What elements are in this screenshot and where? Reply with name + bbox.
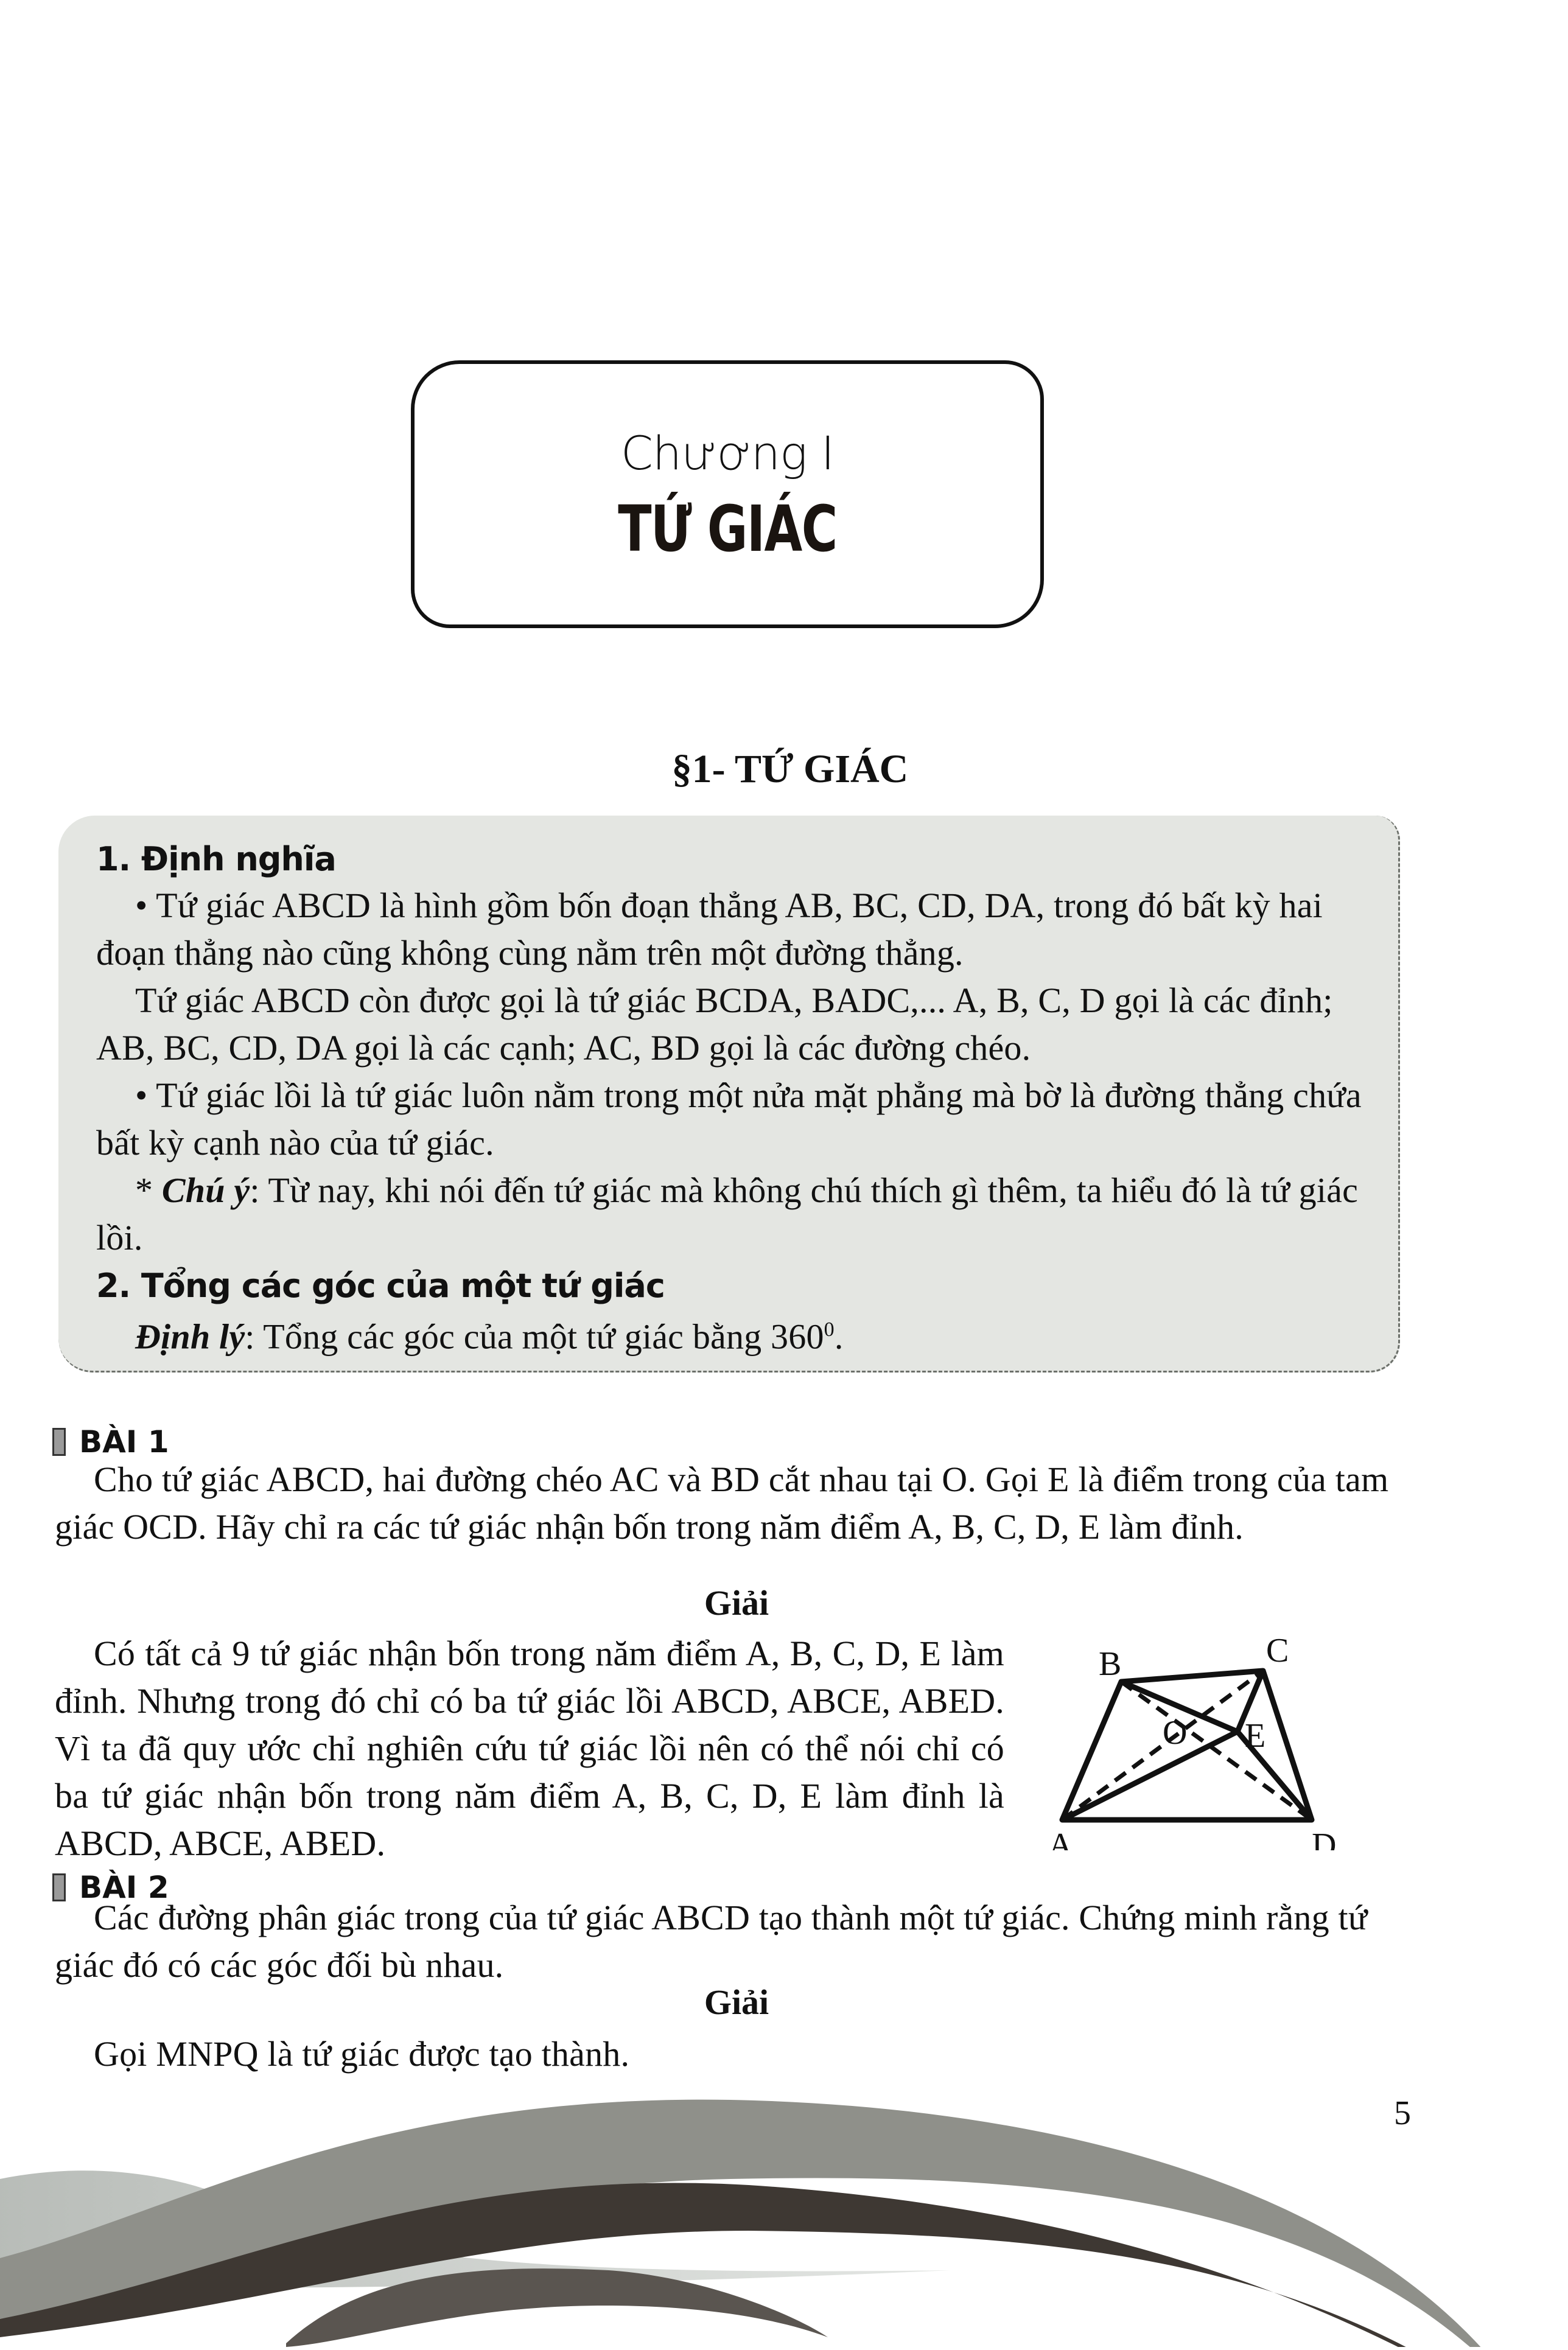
label-b: B — [1099, 1645, 1122, 1683]
bai1-heading — [52, 1424, 169, 1460]
quadrilateral-diagram-icon — [1035, 1619, 1412, 1850]
bai1-solution-text: Có tất cả 9 tứ giác nhận bốn trong năm điểm A, B, C, D, E làm đỉnh. Nhưng trong đó chỉ có ba tứ giác lồi ABCD, ABCE, ABED. Vì ta đã quy ước chỉ nghiên cứu tứ giác lồi nên có thể nói chỉ có ba tứ giác nhận bốn trong năm điểm A, B, C, D, E làm đỉnh là ABCD, ABCE, ABED. — [55, 1634, 1004, 1863]
label-c: C — [1266, 1632, 1289, 1670]
theorem-block — [96, 1306, 1374, 1360]
bai1-problem-text: Cho tứ giác ABCD, hai đường chéo AC và BD cắt nhau tại O. Gọi E là điểm trong của tam giác OCD. Hãy chỉ ra các tứ giác nhận bốn trong năm điểm A, B, C, D, E làm đỉnh. — [55, 1460, 1389, 1547]
bai2-solution-label: Giải — [704, 1982, 769, 2022]
bai2-problem-text: Các đường phân giác trong của tứ giác ABCD tạo thành một tứ giác. Chứng minh rằng tứ giác đó có các góc đối bù nhau. — [55, 1898, 1368, 1985]
label-d: D — [1312, 1827, 1337, 1850]
convex-definition: • Tứ giác lồi là tứ giác luôn nằm trong một nửa mặt phẳng mà bờ là đường thẳng chứa bất kỳ cạnh nào của tứ giác. — [96, 1075, 1362, 1163]
label-o: O — [1163, 1714, 1188, 1752]
swoosh-decoration-icon — [0, 2057, 1568, 2347]
bai1-solution — [55, 1630, 1004, 1867]
theory-content — [96, 840, 1374, 1360]
degree-sup: 0 — [824, 1318, 835, 1341]
theorem-end: . — [834, 1317, 844, 1357]
chapter-title: TỨ GIÁC — [618, 492, 837, 566]
bai1-problem — [55, 1456, 1403, 1551]
note-prefix: * — [135, 1170, 162, 1210]
bai2-heading-label: BÀI 2 — [79, 1870, 169, 1905]
bai1-solution-label: Giải — [704, 1583, 769, 1623]
definition-paragraph-1: • Tứ giác ABCD là hình gồm bốn đoạn thẳng AB, BC, CD, DA, trong đó bất kỳ hai đoạn thẳng nào cũng không cùng nằm trên một đường thẳng. — [96, 886, 1323, 973]
note-text: : Từ nay, khi nói đến tứ giác mà không chú thích gì thêm, ta hiểu đó là tứ giác lồi. — [96, 1170, 1359, 1257]
quadrilateral-figure — [1035, 1619, 1412, 1850]
page-number: 5 — [1394, 2094, 1411, 2132]
theorem-text: : Tổng các góc của một tứ giác bằng 360 — [245, 1317, 824, 1357]
footer-decoration — [0, 2057, 1568, 2347]
definition-text — [96, 882, 1374, 1262]
chapter-label: Chương I — [620, 426, 835, 480]
bai2-problem — [55, 1894, 1403, 1989]
theorem-label: Định lý — [135, 1317, 245, 1357]
angle-sum-heading: 2. Tổng các góc của một tứ giác — [96, 1267, 665, 1305]
note-label: Chú ý — [161, 1170, 250, 1210]
theorem-paragraph — [96, 1306, 1374, 1360]
label-a: A — [1048, 1827, 1073, 1850]
bai1-heading-label: BÀI 1 — [79, 1424, 169, 1460]
label-e: E — [1245, 1717, 1266, 1755]
note-paragraph — [96, 1167, 1374, 1262]
bai-marker-icon — [52, 1428, 66, 1456]
section-title: §1- TỨ GIÁC — [671, 747, 909, 791]
definition-heading: 1. Định nghĩa — [96, 840, 336, 878]
definition-paragraph-2: Tứ giác ABCD còn được gọi là tứ giác BCDA, BADC,... A, B, C, D gọi là các đỉnh; AB, BC, CD, DA gọi là các cạnh; AC, BD gọi là các đường chéo. — [96, 981, 1333, 1068]
bai2-solution-text: Gọi MNPQ là tứ giác được tạo thành. — [94, 2034, 630, 2074]
